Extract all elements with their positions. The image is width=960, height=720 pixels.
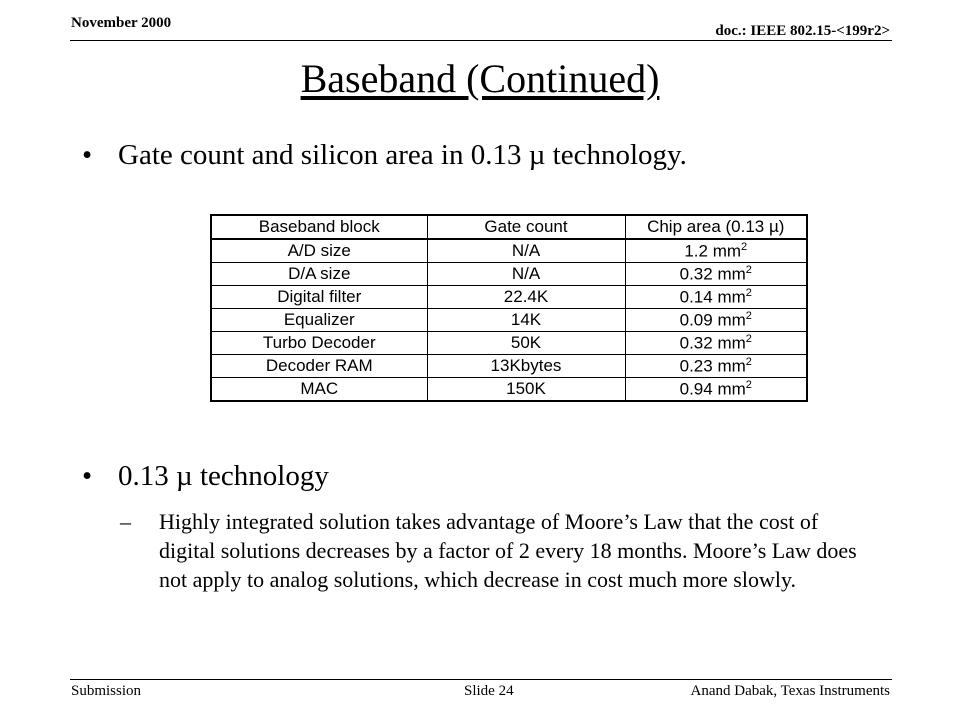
cell-block: Digital filter — [211, 286, 427, 309]
area-value: 0.23 — [679, 356, 713, 376]
col-header-area: Chip area (0.13 µ) — [625, 215, 807, 239]
sub-bullet-marker: – — [120, 509, 131, 534]
table-body — [211, 239, 807, 401]
cell-gates: 150K — [427, 378, 625, 402]
col-header-block: Baseband block — [211, 215, 427, 239]
cell-area — [625, 378, 807, 402]
cell-block: D/A size — [211, 263, 427, 286]
area-value: 1.2 — [684, 241, 708, 261]
cell-gates: N/A — [427, 263, 625, 286]
baseband-table — [210, 214, 808, 402]
table-row — [211, 355, 807, 378]
slide-title: Baseband (Continued) — [300, 56, 660, 101]
cell-gates: N/A — [427, 239, 625, 263]
bullet-marker: • — [82, 139, 93, 171]
bullet-text: 0.13 µ technology — [118, 460, 329, 492]
bullet-text: Gate count and silicon area in 0.13 µ technology. — [118, 139, 687, 171]
cell-block: Turbo Decoder — [211, 332, 427, 355]
table-row — [211, 263, 807, 286]
footer-submission: Submission — [71, 683, 142, 699]
table-row — [211, 239, 807, 263]
cell-area — [625, 309, 807, 332]
cell-gates: 50K — [427, 332, 625, 355]
header-doc-id: doc.: IEEE 802.15-<199r2> — [715, 23, 890, 39]
area-unit-exponent: 2 — [745, 286, 752, 299]
cell-gates: 14K — [427, 309, 625, 332]
cell-block: Equalizer — [211, 309, 427, 332]
area-unit-exponent: 2 — [745, 378, 752, 391]
cell-block: A/D size — [211, 239, 427, 263]
area-unit: mm — [717, 333, 746, 353]
cell-area — [625, 355, 807, 378]
area-unit-exponent: 2 — [741, 240, 748, 253]
cell-block: Decoder RAM — [211, 355, 427, 378]
table-row — [211, 332, 807, 355]
cell-area — [625, 332, 807, 355]
area-unit-exponent: 2 — [745, 332, 752, 345]
sub-bullet-moores-law — [120, 507, 860, 594]
area-unit: mm — [712, 241, 742, 261]
table-header-row — [211, 215, 807, 239]
area-unit: mm — [717, 356, 746, 376]
area-value: 0.32 — [679, 264, 713, 284]
area-unit-exponent: 2 — [745, 309, 752, 322]
bullet-marker: • — [82, 460, 93, 492]
cell-area — [625, 286, 807, 309]
cell-area — [625, 239, 807, 263]
header-rule — [70, 40, 892, 41]
bullet-technology — [82, 460, 329, 493]
area-value: 0.94 — [679, 379, 713, 399]
area-unit-exponent: 2 — [745, 355, 752, 368]
area-value: 0.32 — [679, 333, 713, 353]
area-unit: mm — [717, 310, 746, 330]
table-row — [211, 286, 807, 309]
cell-block: MAC — [211, 378, 427, 402]
bullet-gate-count — [82, 139, 687, 172]
area-value: 0.09 — [679, 310, 713, 330]
col-header-gates: Gate count — [427, 215, 625, 239]
cell-gates: 13Kbytes — [427, 355, 625, 378]
header-date: November 2000 — [71, 15, 172, 31]
area-unit: mm — [717, 264, 746, 284]
footer-author: Anand Dabak, Texas Instruments — [690, 683, 890, 699]
cell-area — [625, 263, 807, 286]
area-value: 0.14 — [679, 287, 713, 307]
table-row — [211, 309, 807, 332]
sub-bullet-text: Highly integrated solution takes advantage of Moore’s Law that the cost of digital solutions decreases by a factor of 2 every 18 months. Moore’s Law does not apply to analog solutions, which decrease in cost much more slowly. — [159, 509, 857, 592]
table-row — [211, 378, 807, 402]
footer-rule — [70, 679, 892, 680]
area-unit: mm — [717, 379, 746, 399]
area-unit: mm — [717, 287, 746, 307]
cell-gates: 22.4K — [427, 286, 625, 309]
footer-slide-number: Slide 24 — [464, 683, 514, 699]
area-unit-exponent: 2 — [745, 263, 752, 276]
